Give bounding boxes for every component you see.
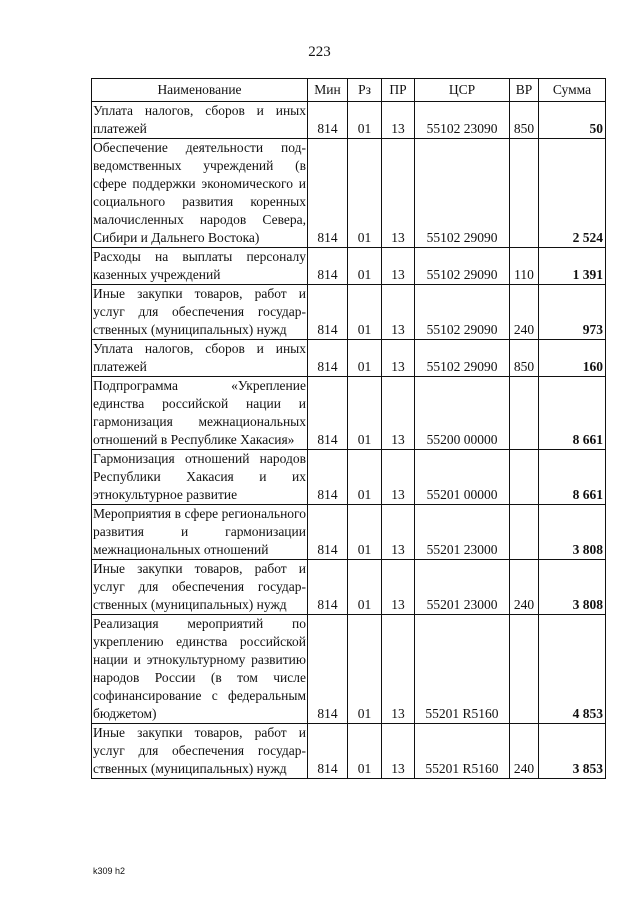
row-sum: 4 853	[539, 615, 606, 724]
row-sum: 1 391	[539, 248, 606, 285]
row-vr: 240	[510, 560, 539, 615]
row-vr: 240	[510, 724, 539, 779]
row-rz: 01	[348, 505, 382, 560]
row-name: Подпрограмма «Укрепление единства российской нации и гармонизация межнациональных отношений в Республике Хакасия»	[92, 377, 308, 450]
row-sum: 8 661	[539, 450, 606, 505]
header-vr: ВР	[510, 79, 539, 102]
header-sum: Сумма	[539, 79, 606, 102]
row-rz: 01	[348, 139, 382, 248]
row-vr	[510, 450, 539, 505]
table-row	[92, 139, 606, 248]
row-min: 814	[308, 450, 348, 505]
table-header-row	[92, 79, 606, 102]
row-min: 814	[308, 377, 348, 450]
row-csr: 55201 23000	[415, 505, 510, 560]
row-name: Обеспечение деятельности подведомственных учреждений (в сфере поддержки экономического и социального развития коренных малочисленных народов Севера, Сибири и Дальнего Востока)	[92, 139, 308, 248]
row-rz: 01	[348, 724, 382, 779]
table-body	[92, 102, 606, 779]
row-min: 814	[308, 285, 348, 340]
row-name: Иные закупки товаров, работ и услуг для обеспечения государственных (муниципальных) нужд	[92, 560, 308, 615]
header-csr: ЦСР	[415, 79, 510, 102]
header-name: Наименование	[92, 79, 308, 102]
row-vr: 850	[510, 340, 539, 377]
row-vr: 110	[510, 248, 539, 285]
row-name: Уплата налогов, сборов и иных платежей	[92, 340, 308, 377]
row-min: 814	[308, 340, 348, 377]
row-sum: 973	[539, 285, 606, 340]
row-rz: 01	[348, 450, 382, 505]
table-row	[92, 248, 606, 285]
row-sum: 50	[539, 102, 606, 139]
row-pr: 13	[382, 450, 415, 505]
row-sum: 2 524	[539, 139, 606, 248]
row-name: Расходы на выплаты персоналу казенных учреждений	[92, 248, 308, 285]
table-row	[92, 102, 606, 139]
row-vr	[510, 139, 539, 248]
row-name: Иные закупки товаров, работ и услуг для обеспечения государственных (муниципальных) нужд	[92, 285, 308, 340]
header-pr: ПР	[382, 79, 415, 102]
row-pr: 13	[382, 560, 415, 615]
row-name: Гармонизация отношений народов Республики Хакасия и их этнокультурное развитие	[92, 450, 308, 505]
page-number: 223	[308, 44, 331, 60]
row-rz: 01	[348, 102, 382, 139]
row-name: Уплата налогов, сборов и иных платежей	[92, 102, 308, 139]
row-csr: 55200 00000	[415, 377, 510, 450]
row-csr: 55102 23090	[415, 102, 510, 139]
row-rz: 01	[348, 248, 382, 285]
header-rz: Рз	[348, 79, 382, 102]
table-row	[92, 450, 606, 505]
row-pr: 13	[382, 724, 415, 779]
row-min: 814	[308, 102, 348, 139]
row-pr: 13	[382, 377, 415, 450]
row-pr: 13	[382, 505, 415, 560]
row-pr: 13	[382, 285, 415, 340]
row-csr: 55102 29090	[415, 248, 510, 285]
row-name: Реализация мероприятий по укреплению единства российской нации и этнокультурному развитию народов России (в том числе софинансирование с федеральным бюджетом)	[92, 615, 308, 724]
row-min: 814	[308, 505, 348, 560]
row-name: Мероприятия в сфере регионального развития и гармонизации межнациональных отношений	[92, 505, 308, 560]
table-row	[92, 340, 606, 377]
row-csr: 55201 R5160	[415, 615, 510, 724]
row-rz: 01	[348, 285, 382, 340]
table-row	[92, 560, 606, 615]
row-min: 814	[308, 615, 348, 724]
row-csr: 55102 29090	[415, 139, 510, 248]
footer-code: k309 h2	[93, 866, 126, 876]
row-sum: 160	[539, 340, 606, 377]
table-row	[92, 615, 606, 724]
row-min: 814	[308, 248, 348, 285]
row-pr: 13	[382, 615, 415, 724]
row-sum: 3 808	[539, 505, 606, 560]
budget-table	[91, 78, 606, 779]
row-pr: 13	[382, 340, 415, 377]
table-row	[92, 285, 606, 340]
row-pr: 13	[382, 248, 415, 285]
row-name: Иные закупки товаров, работ и услуг для обеспечения государственных (муниципальных) нужд	[92, 724, 308, 779]
row-min: 814	[308, 139, 348, 248]
row-rz: 01	[348, 377, 382, 450]
row-min: 814	[308, 560, 348, 615]
row-vr: 850	[510, 102, 539, 139]
row-min: 814	[308, 724, 348, 779]
row-pr: 13	[382, 102, 415, 139]
row-vr	[510, 505, 539, 560]
row-rz: 01	[348, 560, 382, 615]
row-pr: 13	[382, 139, 415, 248]
row-csr: 55201 R5160	[415, 724, 510, 779]
header-min: Мин	[308, 79, 348, 102]
row-csr: 55102 29090	[415, 285, 510, 340]
row-vr	[510, 377, 539, 450]
row-sum: 3 808	[539, 560, 606, 615]
row-vr: 240	[510, 285, 539, 340]
row-sum: 3 853	[539, 724, 606, 779]
row-csr: 55102 29090	[415, 340, 510, 377]
row-rz: 01	[348, 340, 382, 377]
row-rz: 01	[348, 615, 382, 724]
row-sum: 8 661	[539, 377, 606, 450]
row-csr: 55201 00000	[415, 450, 510, 505]
row-vr	[510, 615, 539, 724]
table-row	[92, 724, 606, 779]
table-row	[92, 505, 606, 560]
table-row	[92, 377, 606, 450]
row-csr: 55201 23000	[415, 560, 510, 615]
